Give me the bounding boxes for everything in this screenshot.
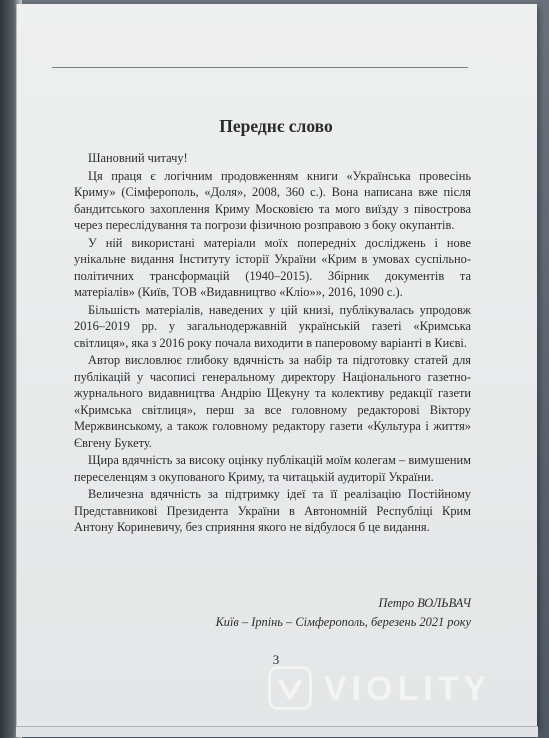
place-date: Київ – Ірпінь – Сімферополь, березень 2021 року bbox=[215, 615, 471, 629]
watermark bbox=[268, 664, 530, 716]
paragraph: Ця праця є логічним продовженням книги «Українська провесінь Криму» (Сімферополь, «Доля», 2008, 360 с.). Вона написана вже після бандитського захоплення Криму Московією та мого виїзду з півострова через переслідування та погрози фізичною розправою з боку окупантів. bbox=[74, 168, 471, 232]
paragraph-greeting: Шановний читачу! bbox=[88, 151, 188, 165]
page-bottom-edge bbox=[16, 726, 538, 737]
watermark-text: VIOLITY bbox=[324, 670, 492, 708]
page-number: 3 bbox=[272, 652, 280, 667]
paragraph: Автор висловлює глибоку вдячність за набір та підготовку статей для публікацій у часописі генеральному директору Національного газетно-журнального видавництва Андрію Щекуну та колективу редакції газети «Кримська світлиця», перш за все головному редакторові Віктору Мержвинському, а також головному редактору газети «Культура і життя» Євгену Букету. bbox=[74, 353, 471, 450]
header-rule bbox=[52, 67, 468, 68]
author-name: Петро ВОЛЬВАЧ bbox=[378, 596, 471, 610]
paragraph: У ній використані матеріали моїх попередніх досліджень і нове унікальне видання Інституту історії України «Крим в умовах суспільно-політичних трансформацій (1940–2015). Збірник документів та матеріалів» (Київ, ТОВ «Видавництво «Кліо»», 2016, 1090 с.). bbox=[74, 235, 471, 299]
page-title: Переднє слово bbox=[219, 116, 333, 136]
paragraph: Більшість матеріалів, наведених у цій книзі, публікувалась упродовж 2016–2019 рр. у загальнодержавній українській газеті «Кримська світлиця», яка з 2016 року почала виходити в паперовому варіанті в Києві. bbox=[74, 302, 471, 350]
violity-logo-icon bbox=[268, 666, 312, 710]
paragraph: Щира вдячність за високу оцінку публікацій моїм колегам – вимушеним переселенцям з окупованого Криму, та читацькій аудиторії України. bbox=[74, 453, 471, 484]
foreword-body bbox=[74, 150, 471, 536]
signature-block bbox=[74, 594, 471, 632]
paragraph: Величезна вдячність за підтримку ідеї та її реалізацію Постійному Представникові Президента України в Автономній Республіці Крим Антону Кориневичу, без сприяння якого не відбулося б це видання. bbox=[74, 487, 471, 534]
